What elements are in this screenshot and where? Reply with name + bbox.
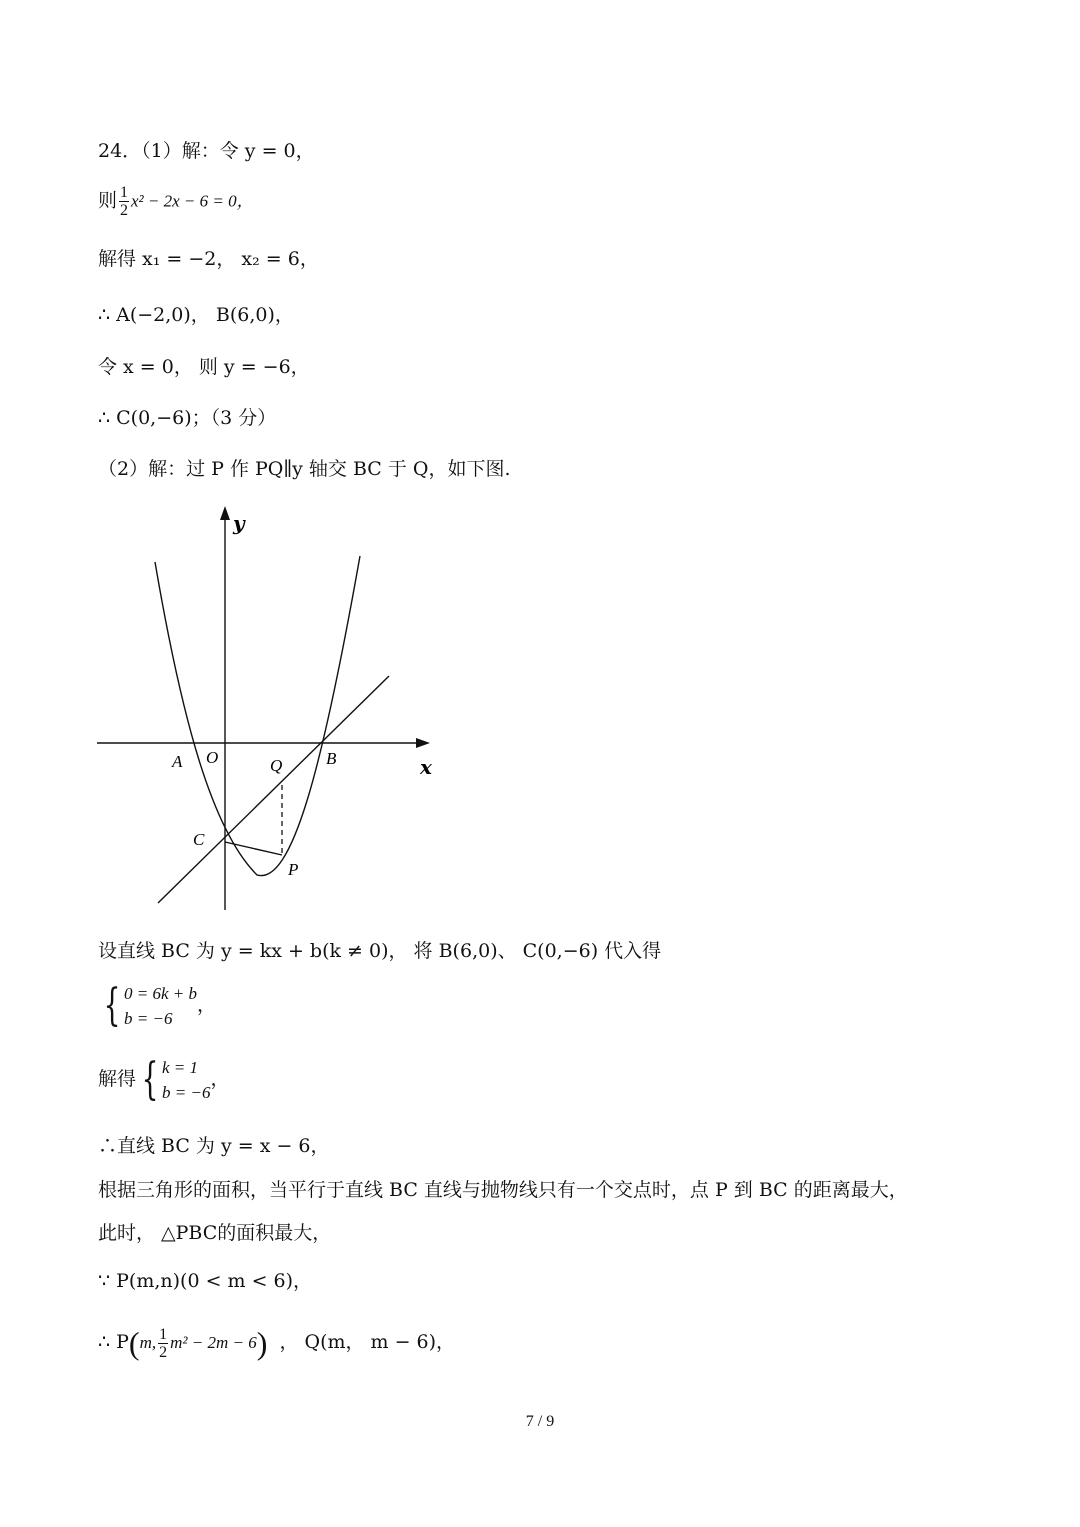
segment-cp xyxy=(225,842,282,855)
paren-open: ( xyxy=(128,1325,140,1361)
fraction-half-2 xyxy=(158,1326,168,1361)
label-o: O xyxy=(206,748,219,767)
q-coords: ， Q(m， m − 6)， xyxy=(279,1331,456,1353)
line-system-2 xyxy=(98,1052,229,1106)
paren-close: ) xyxy=(256,1325,268,1361)
line-p-def: ∵ P(m,n)(0 < m < 6)， xyxy=(98,1270,313,1292)
label-p: P xyxy=(288,860,299,879)
text-ze: 则 xyxy=(98,189,118,212)
y-axis-arrow xyxy=(220,506,230,520)
system-2 xyxy=(162,1055,210,1105)
parabola-figure xyxy=(92,500,437,920)
fraction-half xyxy=(119,184,129,219)
label-a: A xyxy=(172,752,183,771)
label-b: B xyxy=(326,749,337,768)
line-24-1: 24．（1）解：令 y = 0， xyxy=(98,140,315,162)
line-point-c: ∴ C(0,−6)；（3 分） xyxy=(98,407,277,429)
line-p-q-coords xyxy=(98,1320,455,1365)
system-1-row-2: b = −6 xyxy=(124,1009,173,1028)
system-1 xyxy=(124,981,197,1031)
frac-den: 2 xyxy=(120,202,129,219)
quadratic-expr: x² − 2x − 6 = 0， xyxy=(131,191,254,211)
label-q: Q xyxy=(270,756,283,775)
text-jiede: 解得 xyxy=(98,1068,137,1090)
coord-m: m, xyxy=(139,1333,157,1352)
text-therefore-p: ∴ P xyxy=(98,1331,129,1353)
page-number: 7 / 9 xyxy=(525,1413,555,1430)
system-2-tail: ， xyxy=(210,1068,230,1090)
system-2-row-2: b = −6 xyxy=(162,1083,211,1102)
coord-expr: m² − 2m − 6 xyxy=(170,1333,257,1352)
line-bc xyxy=(158,676,389,903)
frac-den-2: 2 xyxy=(159,1343,168,1361)
parabola-curve xyxy=(155,556,360,876)
system-1-row-1: 0 = 6k + b xyxy=(124,984,197,1003)
line-bc-result: ∴直线 BC 为 y = x − 6， xyxy=(98,1135,330,1157)
system-2-row-1: k = 1 xyxy=(162,1058,199,1077)
label-c: C xyxy=(193,830,205,849)
line-equation xyxy=(98,184,254,219)
frac-num-2: 1 xyxy=(159,1325,168,1343)
line-roots: 解得 x₁ = −2， x₂ = 6， xyxy=(98,248,319,270)
line-max-area: 此时， △PBC的面积最大， xyxy=(98,1222,332,1244)
line-part2: （2）解：过 P 作 PQ∥y 轴交 BC 于 Q，如下图. xyxy=(98,458,511,480)
brace-system-1: { xyxy=(103,980,121,1031)
label-x: x xyxy=(420,755,432,779)
line-system-1 xyxy=(98,980,216,1031)
line-reasoning: 根据三角形的面积，当平行于直线 BC 直线与抛物线只有一个交点时，点 P 到 BC 的距离最大， xyxy=(98,1179,908,1201)
x-axis-arrow xyxy=(416,738,430,748)
label-y: y xyxy=(233,511,245,535)
line-set-bc: 设直线 BC 为 y = kx + b(k ≠ 0)， 将 B(6,0)、 C(0,−6) 代入得 xyxy=(98,940,662,962)
line-points-ab: ∴ A(−2,0)， B(6,0)， xyxy=(98,304,294,326)
frac-num: 1 xyxy=(120,184,129,201)
brace-system-2: { xyxy=(141,1054,159,1105)
line-x0: 令 x = 0， 则 y = −6， xyxy=(98,356,310,378)
system-1-tail: ， xyxy=(197,994,217,1016)
